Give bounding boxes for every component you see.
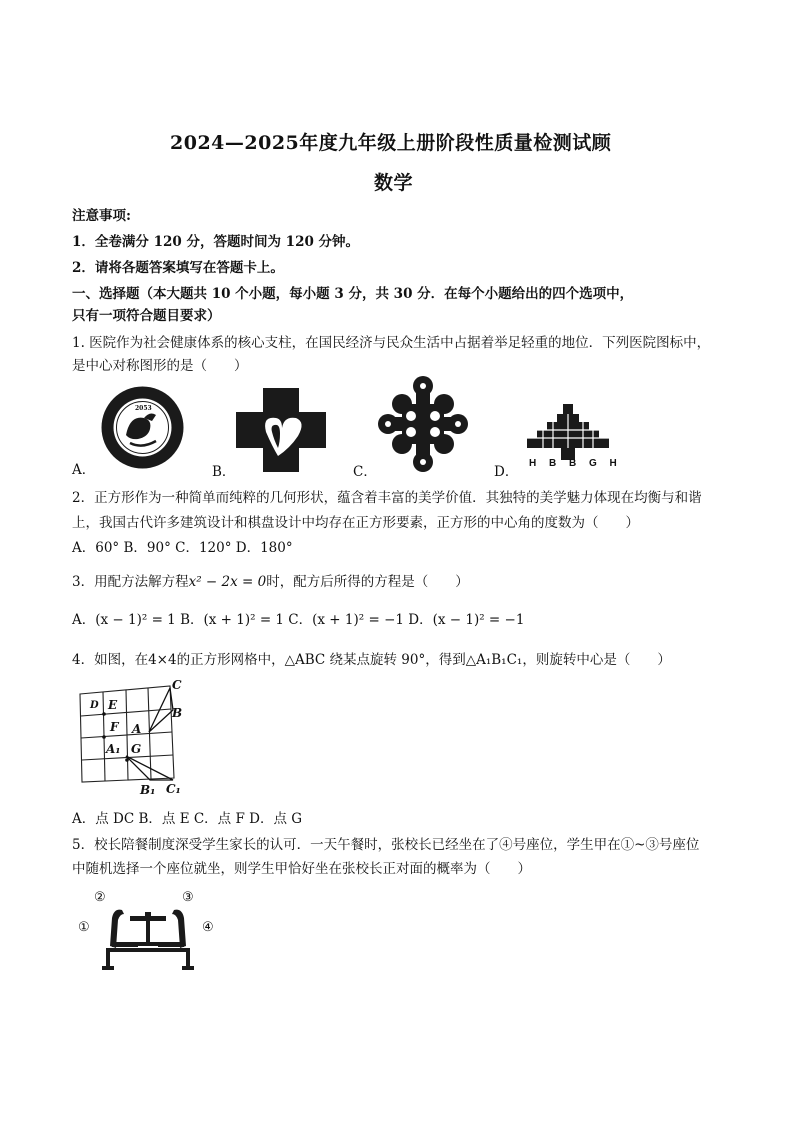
q5-stem-line2: 中随机选择一个座位就坐，则学生甲恰好坐在张校长正对面的概率为（ ） [72, 861, 531, 877]
q5-stem-line1: 5．校长陪餐制度深受学生家长的认可．一天午餐时，张校长已经坐在了④号座位，学生甲在①~③号座位 [72, 837, 700, 853]
q1-option-c-label: C． [353, 464, 377, 480]
point-d-label: D [90, 700, 99, 711]
hospital-logo-b [236, 388, 326, 472]
point-b1-label: B₁ [140, 783, 156, 797]
point-c-label: C [172, 678, 182, 692]
q3-equation: x² − 2x = 0 [188, 574, 267, 590]
point-e-label: E [108, 698, 118, 712]
notice-heading: 注意事项: [72, 208, 131, 224]
q3-stem-prefix: 3．用配方法解方程 [72, 574, 189, 590]
q1-option-a-label: A． [72, 462, 96, 478]
q2-stem-line1: 2．正方形作为一种简单而纯粹的几何形状，蕴含着丰富的美学价值．其独特的美学魅力体现在均衡与和谐 [72, 490, 702, 506]
point-c1-label: C₁ [166, 782, 181, 796]
hospital-logo-a [100, 385, 185, 470]
point-b-label: B [172, 706, 183, 720]
hospital-logo-d [523, 404, 622, 472]
seat-2-label: ② [94, 890, 106, 905]
point-f-label: F [110, 720, 119, 734]
q1-stem-line1: 1. 医院作为社会健康体系的核心支柱，在国民经济与民众生活中占据着举足轻重的地位．下列医院图标中， [72, 335, 711, 351]
seat-1-label: ① [78, 920, 90, 935]
q3-stem [72, 570, 469, 590]
q1-option-b-label: B． [212, 464, 236, 480]
point-a-label: A [132, 722, 142, 736]
q1-stem-line2: 是中心对称图形的是（ ） [72, 358, 248, 374]
seat-4-label: ④ [202, 920, 214, 935]
point-a1-label: A₁ [106, 742, 121, 756]
logo-d-letters: H B B G H [529, 458, 622, 469]
q3-stem-suffix: 时，配方后所得的方程是（ ） [266, 574, 469, 590]
q1-option-d-label: D． [494, 464, 519, 480]
q4-stem: 4．如图，在4×4的正方形网格中，△ABC 绕某点旋转 90°，得到△A₁B₁C₁，则旋转中心是（ ） [72, 652, 671, 668]
hospital-logo-c [378, 376, 468, 472]
q5-dining-figure [76, 888, 221, 974]
notice-item-1: 1．全卷满分 120 分，答题时间为 120 分钟。 [72, 234, 360, 250]
q3-options: A．(x − 1)² = 1 B．(x + 1)² = 1 C．(x + 1)² = −1 D．(x − 1)² = −1 [72, 612, 525, 628]
q4-grid-figure [76, 680, 188, 800]
page-title: 2024—2025年度九年级上册阶段性质量检测试顾 [170, 132, 612, 154]
logo-a-year: 2053 [135, 405, 152, 412]
section-heading-line2: 只有一项符合题目要求） [72, 308, 221, 324]
point-g-label: G [131, 742, 142, 756]
q2-stem-line2: 上，我国古代许多建筑设计和棋盘设计中均存在正方形要素，正方形的中心角的度数为（ ） [72, 515, 639, 531]
section-heading-line1: 一、选择题（本大题共 10 个小题，每小题 3 分，共 30 分．在每个小题给出的四个选项中， [72, 286, 634, 302]
seat-3-label: ③ [182, 890, 194, 905]
notice-item-2: 2．请将各题答案填写在答题卡上。 [72, 260, 284, 276]
q2-options: A．60° B．90° C．120° D．180° [72, 540, 293, 556]
subject-title: 数学 [374, 172, 414, 194]
q4-options: A．点 DC B．点 E C．点 F D．点 G [72, 811, 303, 827]
